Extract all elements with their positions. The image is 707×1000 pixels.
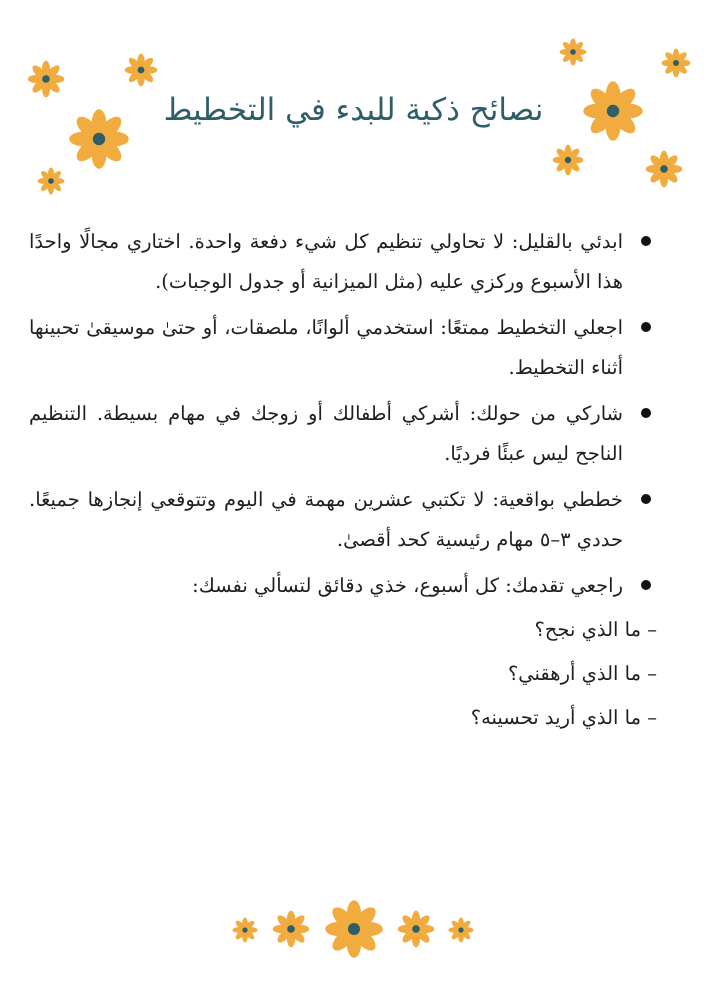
list-item (29, 394, 657, 474)
flower-icon (661, 48, 691, 78)
bullet-icon (641, 322, 651, 332)
bullet-icon (641, 236, 651, 246)
flower-icon (272, 910, 310, 948)
flower-icon (397, 910, 435, 948)
bullet-icon (641, 494, 651, 504)
flower-icon (37, 167, 65, 195)
questions-list (29, 608, 657, 740)
flower-icon (324, 899, 384, 959)
question-item: – ما الذي أريد تحسينه؟ (470, 706, 657, 729)
question-item: – ما الذي أرهقني؟ (507, 662, 657, 685)
flower-icon (552, 144, 584, 176)
flower-icon (448, 917, 474, 943)
list-item (29, 308, 657, 388)
list-item (29, 566, 657, 606)
tip-text: ابدئي بالقليل: لا تحاولي تنظيم كل شيء دفعة واحدة. اختاري مجالًا واحدًا هذا الأسبوع وركزي عليه (مثل الميزانية أو جدول الوجبات). (29, 230, 623, 293)
flower-icon (559, 38, 587, 66)
tip-text: راجعي تقدمك: كل أسبوع، خذي دقائق لتسألي نفسك: (192, 574, 623, 597)
tip-text: اجعلي التخطيط ممتعًا: استخدمي ألوانًا، ملصقات، أو حتىٰ موسيقىٰ تحبينها أثناء التخطيط. (29, 316, 623, 379)
flower-icon (232, 917, 258, 943)
question-item: – ما الذي نجح؟ (534, 618, 657, 641)
tip-text: شاركي من حولك: أشركي أطفالك أو زوجك في مهام بسيطة. التنظيم الناجح ليس عبئًا فرديًا. (29, 402, 623, 465)
questions-container (29, 608, 657, 740)
page-title: نصائح ذكية للبدء في التخطيط (163, 92, 544, 128)
list-item (29, 222, 657, 302)
tips-list (29, 222, 657, 740)
bullet-icon (641, 408, 651, 418)
bullet-icon (641, 580, 651, 590)
tip-text: خططي بواقعية: لا تكتبي عشرين مهمة في اليوم وتتوقعي إنجازها جميعًا. حددي ٣–٥ مهام رئيسية كحد أقصىٰ. (29, 488, 623, 551)
flower-icon (124, 53, 158, 87)
flower-icon (645, 150, 683, 188)
list-item (29, 480, 657, 560)
